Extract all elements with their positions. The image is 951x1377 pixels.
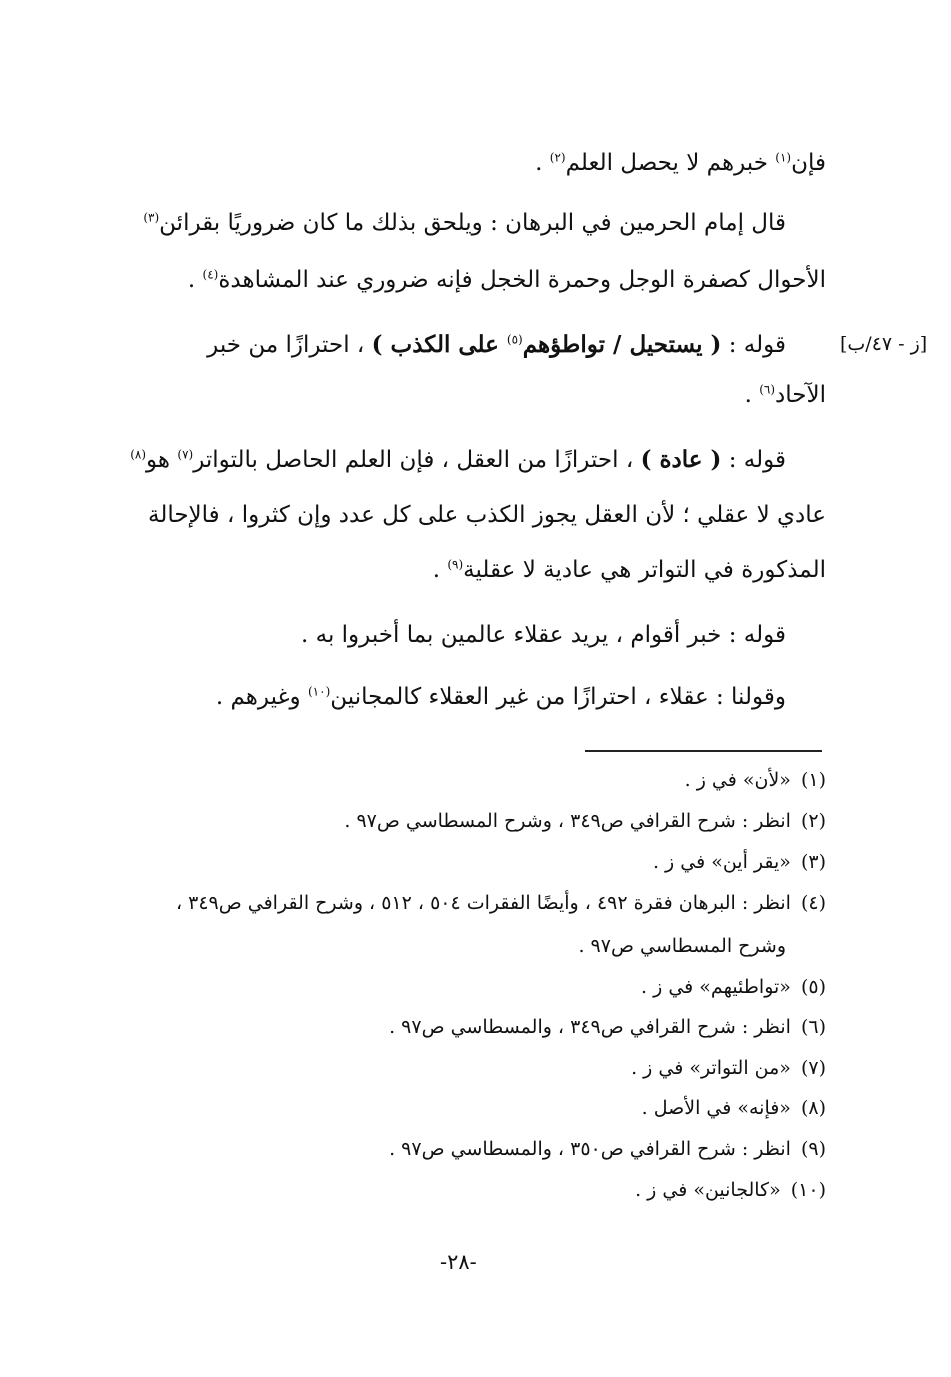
line-text: وقولنا : عقلاء ، احترازًا من غير العقلاء كالمجانين	[330, 684, 786, 710]
body-line-6	[130, 445, 786, 475]
line-text: عادي لا عقلي ؛ لأن العقل يجوز الكذب على كل عدد وإن كثروا ، فالإحالة	[147, 502, 826, 528]
line-text: قوله : خبر أقوام ، يريد عقلاء عالمين بما أخبروا به .	[301, 622, 786, 648]
footnote-text: «من التواتر» في ز .	[631, 1057, 791, 1079]
footnote-text: انظر : البرهان فقرة ٤٩٢ ، وأيضًا الفقرات ٥٠٤ ، ٥١٢ ، وشرح القرافي ص٣٤٩ ،	[175, 892, 791, 914]
line-text: قوله :	[721, 332, 786, 358]
quoted-term: ( عادة )	[640, 446, 722, 473]
footnote-ref: (٥)	[506, 332, 523, 347]
quoted-term: ( يستحيل / تواطؤهم	[522, 331, 722, 358]
margin-note: [ز - ٤٧/ب]	[840, 333, 928, 355]
footnote-number: (٩)	[800, 1138, 826, 1160]
line-text: ، احترازًا من العقل ، فإن العلم الحاصل بالتواتر	[193, 447, 641, 473]
line-text: قال إمام الحرمين في البرهان : ويلحق بذلك ما كان ضروريًا بقرائن	[159, 210, 786, 236]
footnote-ref: (١٠)	[307, 684, 331, 699]
footnote-ref: (٢)	[549, 150, 566, 165]
footnote-text: «يقر أين» في ز .	[652, 851, 791, 873]
line-text: .	[432, 557, 448, 583]
footnote-ref: (٨)	[130, 447, 147, 462]
body-line-3	[188, 265, 826, 295]
line-text: وغيرهم .	[215, 684, 308, 710]
footnote-text: انظر : شرح القرافي ص٣٤٩ ، وشرح المسطاسي ص٩٧ .	[344, 810, 791, 832]
footnote-text: «تواطئيهم» في ز .	[641, 976, 791, 998]
body-line-8	[433, 555, 826, 585]
footnote-text: «فإنه» في الأصل .	[641, 1097, 791, 1119]
footnote-text: «لأن» في ز .	[684, 769, 791, 791]
line-text: .	[187, 267, 203, 293]
footnote-number: (٢)	[800, 810, 826, 832]
line-text: .	[744, 382, 760, 408]
footnote-8	[642, 1095, 826, 1121]
line-text: هو	[146, 447, 178, 473]
footnote-number: (٦)	[800, 1016, 826, 1038]
footnote-text: انظر : شرح القرافي ص٣٥٠ ، والمسطاسي ص٩٧ .	[389, 1138, 791, 1160]
footnote-text: وشرح المسطاسي ص٩٧ .	[578, 935, 786, 957]
footnote-text: انظر : شرح القرافي ص٣٤٩ ، والمسطاسي ص٩٧ .	[389, 1016, 791, 1038]
footnote-4-continuation	[578, 933, 786, 959]
body-line-10	[216, 682, 786, 712]
footnote-ref: (٧)	[177, 447, 194, 462]
footnote-number: (١)	[800, 769, 826, 791]
footnote-9	[389, 1136, 826, 1162]
line-text: الآحاد	[775, 382, 826, 408]
footnote-ref: (٤)	[202, 267, 219, 282]
body-line-5	[745, 380, 826, 410]
footnote-5	[641, 974, 826, 1000]
body-line-9	[301, 620, 786, 650]
footnote-number: (١٠)	[790, 1179, 826, 1201]
footnote-ref: (٦)	[759, 382, 776, 397]
line-text: الأحوال كصفرة الوجل وحمرة الخجل فإنه ضروري عند المشاهدة	[218, 267, 826, 293]
footnote-6	[389, 1014, 826, 1040]
line-text: خبرهم لا يحصل العلم	[565, 150, 776, 176]
body-line-2	[143, 208, 786, 238]
footnote-ref: (١)	[775, 150, 792, 165]
footnote-2	[344, 808, 826, 834]
footnote-separator	[585, 750, 822, 752]
footnote-10	[635, 1177, 826, 1203]
line-text: المذكورة في التواتر هي عادية لا عقلية	[463, 557, 826, 583]
body-line-7	[148, 500, 826, 530]
footnote-text: «كالجانين» في ز .	[635, 1179, 781, 1201]
footnote-number: (٣)	[800, 851, 826, 873]
page-number: -٢٨-	[440, 1250, 477, 1274]
line-text: قوله :	[721, 447, 786, 473]
footnote-ref: (٩)	[447, 557, 464, 572]
footnote-3	[653, 849, 826, 875]
line-text: .	[535, 150, 550, 176]
footnote-1	[685, 767, 826, 793]
line-text: فإن	[791, 150, 826, 176]
footnote-number: (٧)	[800, 1057, 826, 1079]
quoted-term: على الكذب )	[371, 331, 507, 358]
body-line-1	[535, 148, 826, 178]
footnote-number: (٤)	[800, 892, 826, 914]
footnote-4	[176, 890, 826, 916]
line-text: ، احترازًا من خبر	[207, 332, 372, 358]
footnote-7	[631, 1055, 826, 1081]
body-line-4	[207, 330, 786, 360]
footnote-number: (٨)	[800, 1097, 826, 1119]
footnote-ref: (٣)	[143, 210, 160, 225]
footnote-number: (٥)	[800, 976, 826, 998]
